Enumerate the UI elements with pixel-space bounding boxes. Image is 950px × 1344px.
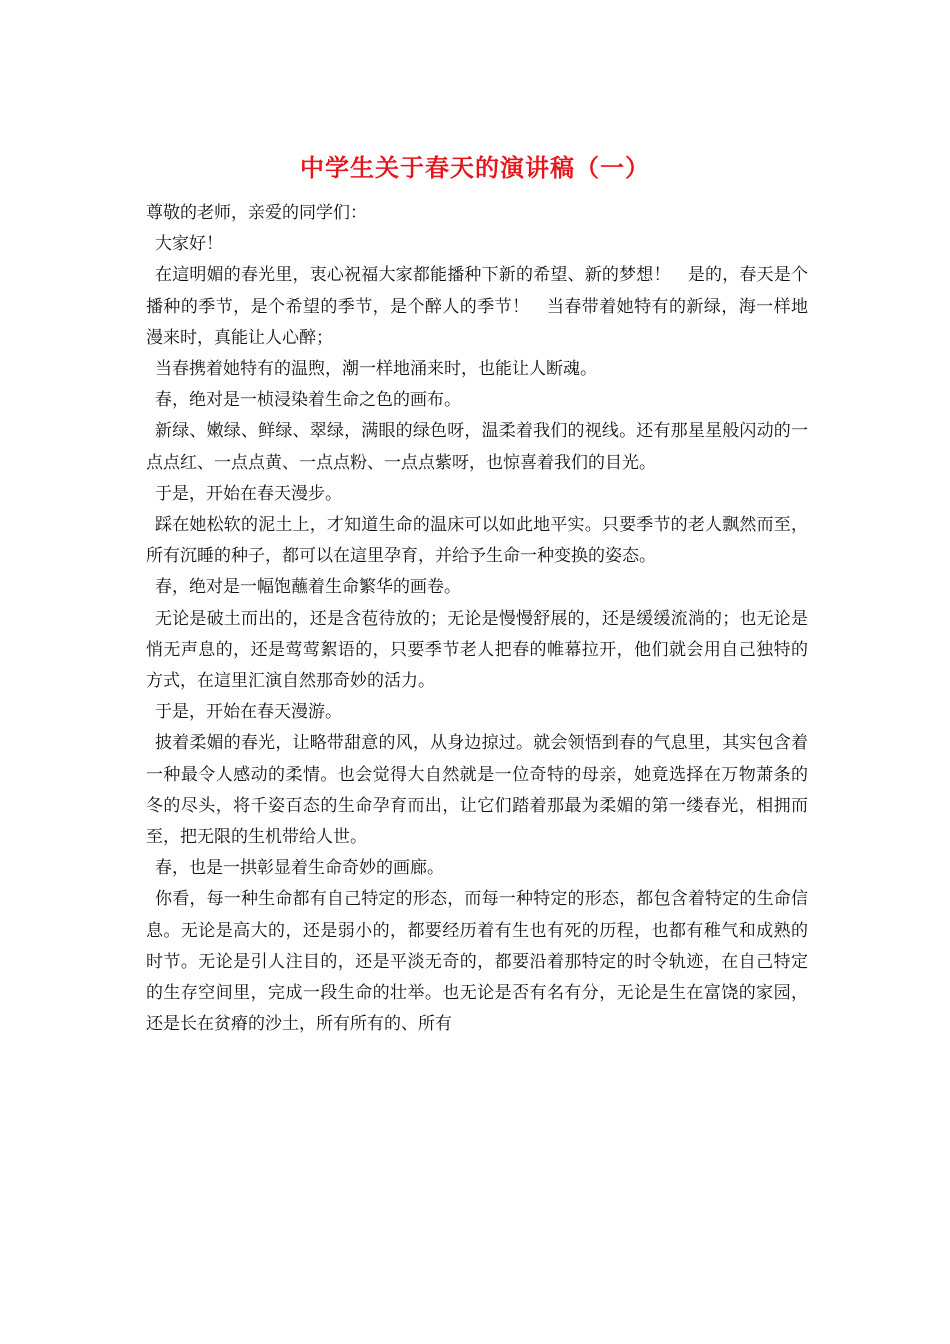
paragraph: 你看，每一种生命都有自己特定的形态，而每一种特定的形态，都包含着特定的生命信息。无论是高大的，还是弱小的，都要经历着有生也有死的历程，也都有稚气和成熟的时节。无论是引人注目的，还是平淡无奇的，都要沿着那特定的时令轨迹，在自己特定的生存空间里，完成一段生命的壮举。也无论是否有名有分，无论是生在富饶的家园，还是长在贫瘠的沙土，所有所有的、所有 [146,889,808,1035]
paragraph: 披着柔媚的春光，让略带甜意的风，从身边掠过。就会领悟到春的气息里，其实包含着一种最令人感动的柔情。也会觉得大自然就是一位奇特的母亲，她竟选择在万物萧条的冬的尽头，将千姿百态的生命孕育而出，让它们踏着那最为柔媚的第一缕春光，相拥而至，把无限的生机带给人世。 [146,733,808,848]
paragraph: 新绿、嫩绿、鲜绿、翠绿，满眼的绿色呀，温柔着我们的视线。还有那星星般闪动的一点点红、一点点黄、一点点粉、一点点紫呀，也惊喜着我们的目光。 [146,421,808,473]
paragraph: 在這明媚的春光里，衷心祝福大家都能播种下新的希望、新的梦想！ 是的，春天是个播种的季节，是个希望的季节，是个醉人的季节！ 当春带着她特有的新绿，海一样地漫来时，真能让人心醉； [146,265,808,348]
paragraph: 于是，开始在春天漫步。 [155,483,342,504]
document-body [146,198,808,1040]
paragraph: 大家好！ [155,234,223,255]
paragraph: 春，绝对是一桢浸染着生命之色的画布。 [155,390,461,411]
paragraph: 尊敬的老师，亲爱的同学们： [146,203,367,223]
paragraph: 于是，开始在春天漫游。 [155,702,342,723]
paragraph: 春，也是一拱彰显着生命奇妙的画廊。 [155,858,444,879]
paragraph: 春，绝对是一幅饱蘸着生命繁华的画卷。 [155,577,461,598]
paragraph: 当春携着她特有的温煦，潮一样地涌来时，也能让人断魂。 [155,359,597,380]
document-title: 中学生关于春天的演讲稿（一） [300,153,650,182]
paragraph: 无论是破土而出的，还是含苞待放的；无论是慢慢舒展的，还是缓缓流淌的；也无论是悄无声息的，还是莺莺絮语的，只要季节老人把春的帷幕拉开，他们就会用自己独特的方式，在這里汇演自然那奇妙的活力。 [146,608,808,692]
paragraph: 踩在她松软的泥土上，才知道生命的温床可以如此地平实。只要季节的老人飘然而至，所有沉睡的种子，都可以在這里孕育，并给予生命一种变换的姿态。 [146,515,808,567]
